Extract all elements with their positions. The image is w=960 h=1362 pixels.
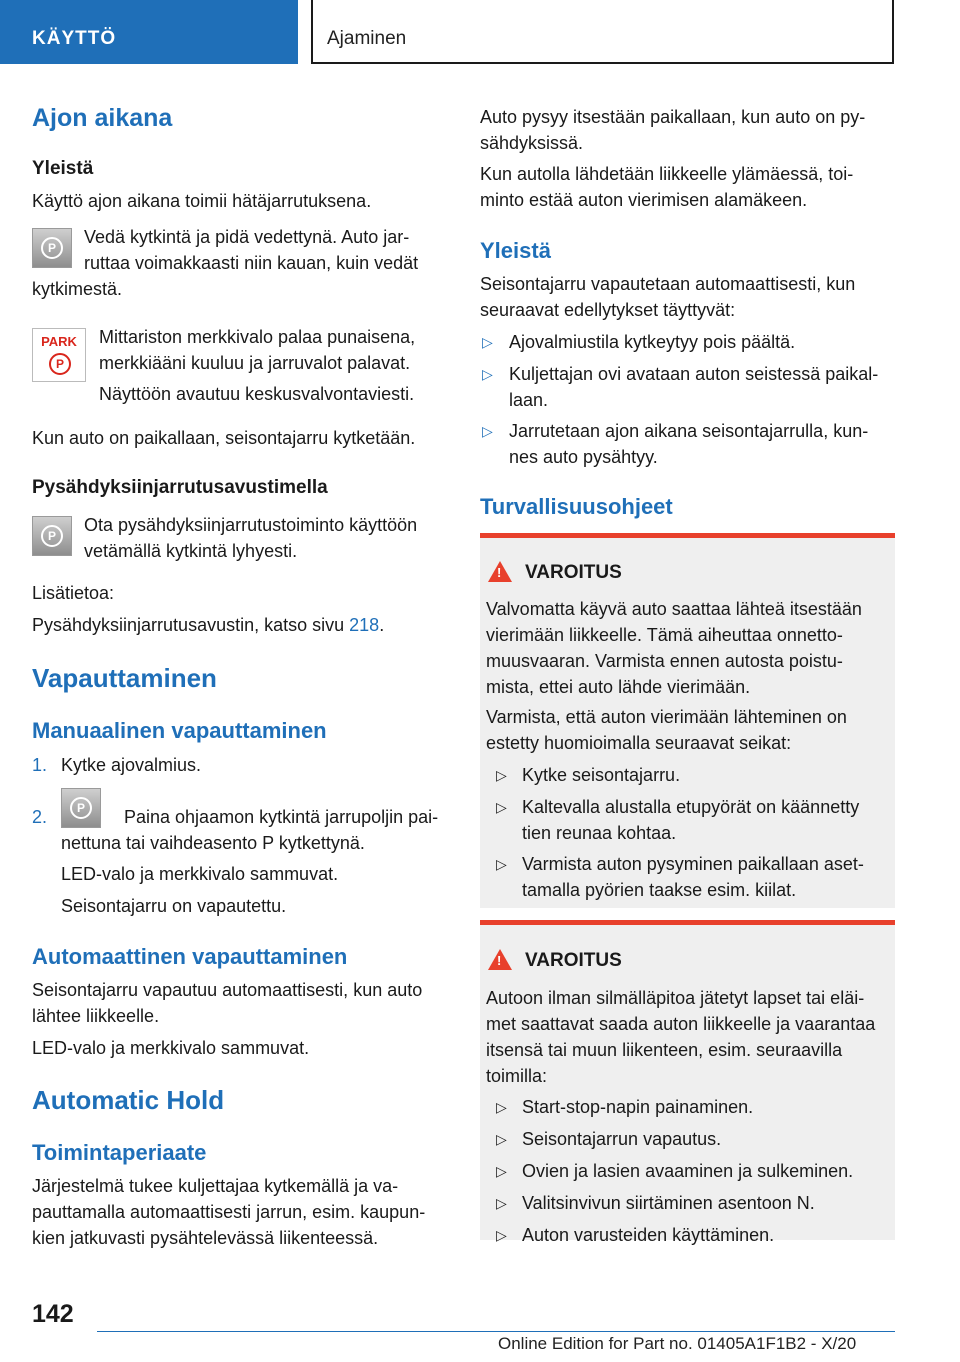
warning-bullet: Start-stop-napin painaminen. [522,1097,754,1117]
bullet-triangle-icon: ▷ [482,423,493,439]
warning-text: itsensä tai muun liikenteen, esim. seuraavilla [486,1040,843,1060]
warning-text: muusvaaran. Varmista ennen autosta poistu- [486,651,843,671]
para-mitt-2: merkkiääni kuuluu ja jarruvalot palavat. [99,353,411,373]
warning-bullet: Varmista auton pysyminen paikallaan aset- [522,854,864,874]
para-reference: Pysähdyksiinjarrutusavustin, katso sivu 218. [32,615,385,635]
park-warning-icon: PARK P [32,328,86,382]
parking-brake-switch-icon: P [61,788,101,828]
warning-title: VAROITUS [525,950,622,971]
warning-bullet: Valitsinvivun siirtäminen asentoon N. [522,1193,815,1213]
warning-text: toimilla: [486,1066,548,1086]
section-title: KÄYTTÖ [32,28,117,49]
para-lisatietoa: Lisätietoa: [32,583,115,603]
bullet-triangle-icon: ▷ [496,1227,507,1243]
warning-bullet: Kaltevalla alustalla etupyörät on käännetty [522,797,860,817]
heading-ajon-aikana: Ajon aikana [32,104,173,132]
bullet-triangle-icon: ▷ [482,334,493,350]
heading-manuaalinen: Manuaalinen vapauttaminen [32,718,327,743]
para-lahd-1: Kun autolla lähdetään liikkeelle ylämäessä, toi- [480,164,854,184]
warning-bullet: Kytke seisontajarru. [522,765,681,785]
para-ota-2: vetämällä kytkintä lyhyesti. [84,541,298,561]
page-number: 142 [32,1300,74,1328]
bullet-3-2: nes auto pysähtyy. [509,447,658,467]
para-nayt: Näyttöön avautuu keskusvalvontaviesti. [99,384,415,404]
chapter-tab [311,0,894,64]
bullet-triangle-icon: ▷ [496,799,507,815]
bullet-2-1: Kuljettajan ovi avataan auton seistessä paikal- [509,364,879,384]
step-1-text: Kytke ajovalmius. [61,755,202,775]
step-number-1: 1. [32,755,48,775]
para-seis-1: Seisontajarru vapautetaan automaattisesti, kun [480,274,856,294]
heading-yleista-right: Yleistä [480,238,551,263]
warning-bullet: tien reunaa kohtaa. [522,823,677,843]
chapter-title: Ajaminen [327,28,407,49]
bullet-triangle-icon: ▷ [496,856,507,872]
parking-brake-switch-icon: P [32,516,72,556]
para-kun: Kun auto on paikallaan, seisontajarru kytketään. [32,428,416,448]
warning-text: Autoon ilman silmälläpitoa jätetyt lapset tai eläi- [486,988,865,1008]
warning-text: estetty huomioimalla seuraavat seikat: [486,733,792,753]
warning-triangle-icon [488,561,512,582]
para-seis-2: seuraavat edellytykset täyttyvät: [480,300,736,320]
warning-text: Valvomatta käyvä auto saattaa lähteä itsestään [486,599,862,619]
para-jar-3: kien jatkuvasti pysähtelevässä liikenteessä. [32,1228,379,1248]
warning-text: met saattavat saada auton liikkeelle ja vaarantaa [486,1014,876,1034]
para-led: LED-valo ja merkkivalo sammuvat. [32,1038,310,1058]
heading-turvallisuusohjeet: Turvallisuusohjeet [480,494,673,519]
step-2-text-3: LED-valo ja merkkivalo sammuvat. [61,864,339,884]
heading-automaattinen: Automaattinen vapauttaminen [32,944,348,969]
warning-text: Varmista, että auton vierimään lähteminen on [486,707,847,727]
para-veda-3: kytkimestä. [32,279,123,299]
heading-toimintaperiaate: Toimintaperiaate [32,1140,207,1165]
para-auto-1: Seisontajarru vapautuu automaattisesti, kun auto [32,980,423,1000]
warning-bullet: Seisontajarrun vapautus. [522,1129,722,1149]
step-2-text-2: nettuna tai vaihdeasento P kytkettynä. [61,833,365,853]
warning-text: vierimään liikkeelle. Tämä aiheuttaa onnetto- [486,625,843,645]
bullet-triangle-icon: ▷ [496,767,507,783]
para-veda-1: Vedä kytkintä ja pidä vedettynä. Auto jar- [84,227,410,247]
para-pysyy-1: Auto pysyy itsestään paikallaan, kun auto on py- [480,107,866,127]
heading-vapauttaminen: Vapauttaminen [32,663,217,693]
page-link-218[interactable]: 218 [349,615,380,635]
footer-edition: Online Edition for Part no. 01405A1F1B2 - X/20 [498,1334,857,1353]
heading-yleista: Yleistä [32,158,94,179]
warning-bullet: Ovien ja lasien avaaminen ja sulkeminen. [522,1161,854,1181]
footer-divider [97,1331,895,1332]
para-kaytto: Käyttö ajon aikana toimii hätäjarrutuksena. [32,191,372,211]
heading-pysahdys: Pysähdyksiinjarrutusavustimella [32,477,328,498]
heading-automatic-hold: Automatic Hold [32,1085,225,1115]
para-jar-2: pauttamalla automaattisesti jarrun, esim. kaupun- [32,1202,426,1222]
bullet-triangle-icon: ▷ [496,1099,507,1115]
warning-bullet: tamalla pyörien taakse esim. kiilat. [522,880,797,900]
step-2-text-4: Seisontajarru on vapautettu. [61,896,287,916]
bullet-3-1: Jarrutetaan ajon aikana seisontajarrulla, kun- [509,421,869,441]
warning-triangle-icon [488,949,512,970]
bullet-triangle-icon: ▷ [496,1131,507,1147]
para-pysyy-2: sähdyksissä. [480,133,584,153]
warning-box-1 [480,533,895,908]
bullet-triangle-icon: ▷ [496,1195,507,1211]
para-lahd-2: minto estää auton vierimisen alamäkeen. [480,190,808,210]
para-jar-1: Järjestelmä tukee kuljettajaa kytkemällä ja va- [32,1176,399,1196]
warning-text: mista, ettei auto lähde vierimään. [486,677,751,697]
bullet-1: Ajovalmiustila kytkeytyy pois päältä. [509,332,796,352]
warning-bullet: Auton varusteiden käyttäminen. [522,1225,775,1245]
step-number-2: 2. [32,807,48,827]
section-tab [0,0,298,64]
para-auto-2: lähtee liikkeelle. [32,1006,160,1026]
step-2-text-1: Paina ohjaamon kytkintä jarrupoljin pai- [124,807,439,827]
para-mitt-1: Mittariston merkkivalo palaa punaisena, [99,327,416,347]
parking-brake-switch-icon: P [32,228,72,268]
bullet-triangle-icon: ▷ [482,366,493,382]
warning-box-2 [480,920,895,1245]
warning-title: VAROITUS [525,562,622,583]
bullet-2-2: laan. [509,390,549,410]
para-ota-1: Ota pysähdyksiinjarrutustoiminto käyttöön [84,515,418,535]
para-veda-2: ruttaa voimakkaasti niin kauan, kuin vedät [84,253,419,273]
bullet-triangle-icon: ▷ [496,1163,507,1179]
